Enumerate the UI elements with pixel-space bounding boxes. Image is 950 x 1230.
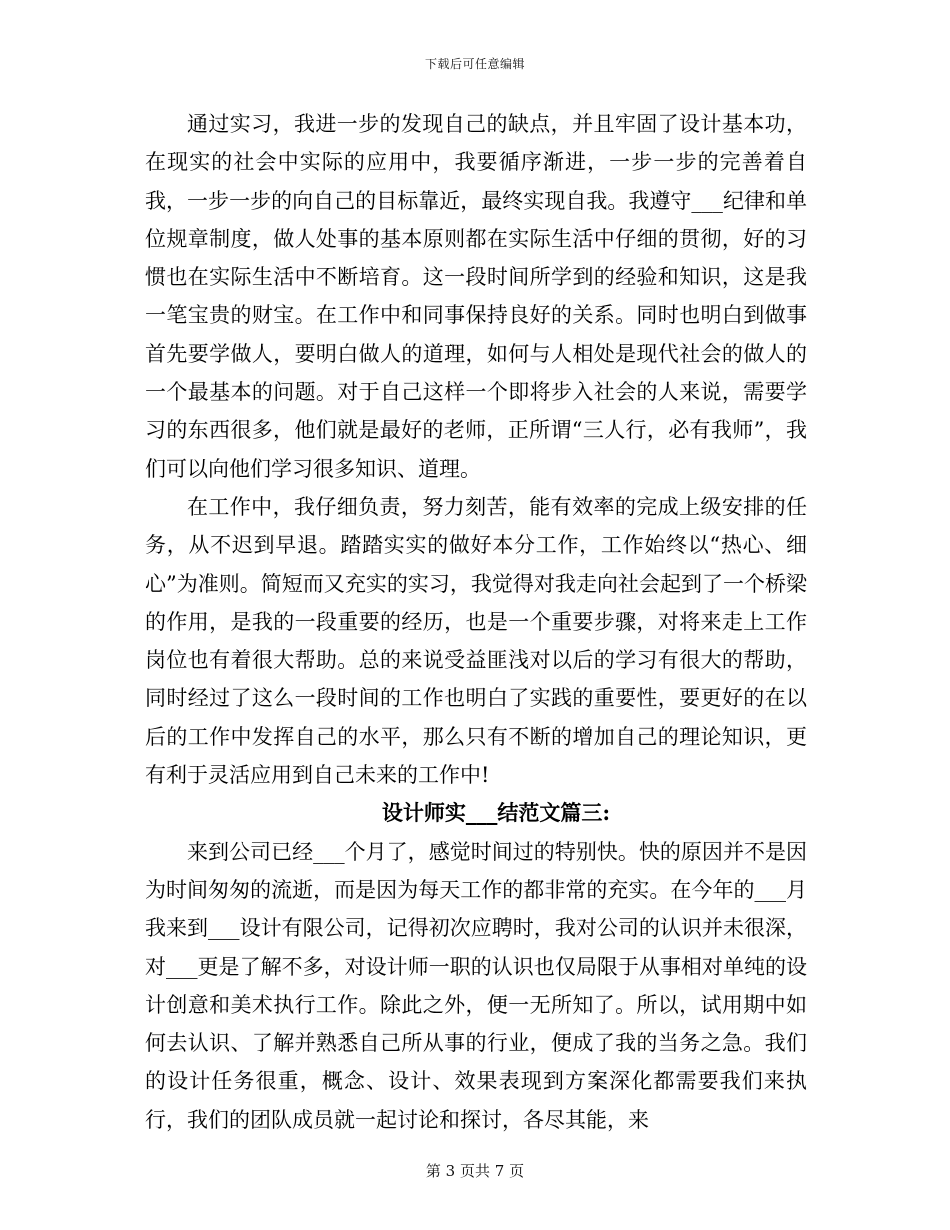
page-header: 下载后可任意编辑: [424, 57, 525, 71]
document-body: [145, 105, 807, 1139]
body-paragraph: 来到公司已经___个月了，感觉时间过的特别快。快的原因并不是因为时间匆匆的流逝，而是因为每天工作的都非常的充实。在今年的___月我来到___设计有限公司，记得初次应聘时，我对公司的认识并未很深，对___更是了解不多，对设计师一职的认识也仅局限于从事相对单纯的设计创意和美术执行工作。除此之外，便一无所知了。所以，试用期中如何去认识、了解并熟悉自己所从事的行业，便成了我的当务之急。我们的设计任务很重，概念、设计、效果表现到方案深化都需要我们来执行，我们的团队成员就一起讨论和探讨，各尽其能，来: [145, 839, 807, 1132]
section-title: 设计师实___结范文篇三:: [381, 800, 611, 826]
body-paragraph: 在工作中，我仔细负责，努力刻苦，能有效率的完成上级安排的任务，从不迟到早退。踏踏实实的做好本分工作，工作始终以“热心、细心”为准则。简短而又充实的实习，我觉得对我走向社会起到了一个桥梁的作用，是我的一段重要的经历，也是一个重要步骤，对将来走上工作岗位也有着很大帮助。总的来说受益匪浅对以后的学习有很大的帮助，同时经过了这么一段时间的工作也明白了实践的重要性，要更好的在以后的工作中发挥自己的水平，那么只有不断的增加自己的理论知识，更有利于灵活应用到自己未来的工作中!: [145, 494, 807, 788]
body-paragraph: 通过实习，我进一步的发现自己的缺点，并且牢固了设计基本功，在现实的社会中实际的应用中，我要循序渐进，一步一步的完善着自我，一步一步的向自己的目标靠近，最终实现自我。我遵守___纪律和单位规章制度，做人处事的基本原则都在实际生活中仔细的贯彻，好的习惯也在实际生活中不断培育。这一段时间所学到的经验和知识，这是我一笔宝贵的财宝。在工作中和同事保持良好的关系。同时也明白到做事首先要学做人，要明白做人的道理，如何与人相处是现代社会的做人的一个最基本的问题。对于自己这样一个即将步入社会的人来说，需要学习的东西很多，他们就是最好的老师，正所谓“三人行，必有我师”，我们可以向他们学习很多知识、道理。: [145, 112, 807, 481]
page-footer: 第 3 页共 7 页: [425, 1162, 525, 1180]
